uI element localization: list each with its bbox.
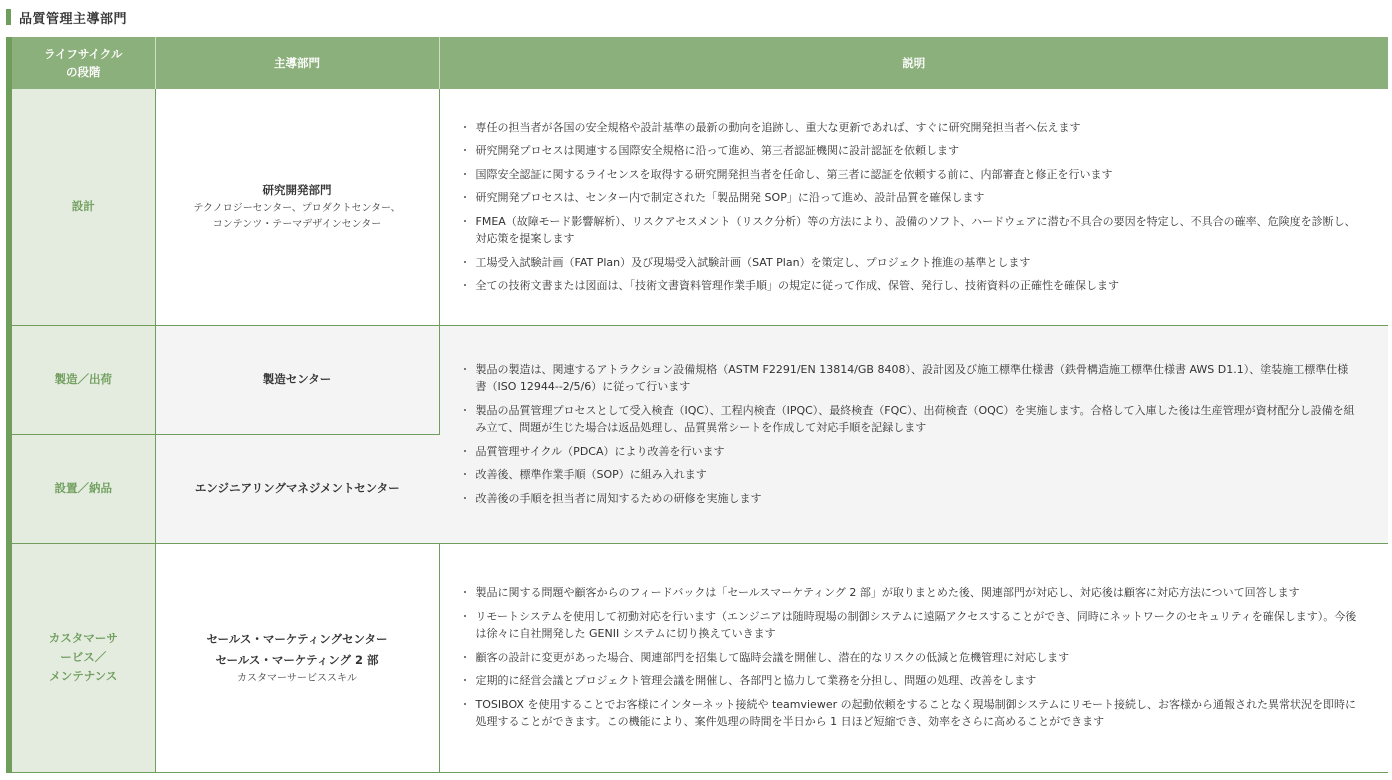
stage-line3: メンテナンス [49,669,118,683]
stage-cell-design: 設計 [9,89,155,325]
stage-line1: カスタマーサ [48,631,118,645]
list-item: ・ 研究開発プロセスは関連する国際安全規格に沿って進め、第三者認証機関に設計認証を依頼します [462,142,1359,160]
header-dept: 主導部門 [155,37,439,89]
bullet-list [462,584,1359,731]
dept-cell-manufacturing [155,325,439,434]
dept-name-line2: セールス・マーケティング 2 部 [215,652,379,667]
list-item: ・ 顧客の設計に変更があった場合、関連部門を招集して臨時会議を開催し、潜在的なリスクの低減と危機管理に対応します [462,649,1359,667]
list-item: ・ 専任の担当者が各国の安全規格や設計基準の最新の動向を追跡し、重大な更新であれば、すぐに研究開発担当者へ伝えます [462,119,1359,137]
list-item: ・ 製品の品質管理プロセスとして受入検査（IQC）、工程内検査（IPQC）、最終検査（FQC）、出荷検査（OQC）を実施します。合格して入庫した後は生産管理が資材配分し設備を組み立て、問題が生じた場合は返品処理し、品質異常シートを作成して対応手順を記録します [462,402,1359,437]
stage-cell-installation: 設置／納品 [9,434,155,543]
list-item: ・ リモートシステムを使用して初動対応を行います（エンジニアは随時現場の制御システムに遠隔アクセスすることができ、同時にネットワークのセキュリティを確保します）。今後は徐々に自社開発した GENII システムに切り換えていきます [462,608,1359,643]
list-item: ・ 製品に関する問題や顧客からのフィードバックは「セールスマーケティング 2 部」が取りまとめた後、関連部門が対応し、対応後は顧客に対応方法について回答します [462,584,1359,602]
header-stage-line1: ライフサイクル [44,47,123,61]
stage-cell-service [9,543,155,772]
list-item: ・ 改善後の手順を担当者に周知するための研修を実施します [462,490,1359,508]
desc-cell-design [439,89,1388,325]
dept-cell-service [155,543,439,772]
table-row-manufacturing [9,325,1388,434]
list-item: ・ 研究開発プロセスは、センター内で制定された「製品開発 SOP」に沿って進め、設計品質を確保します [462,189,1359,207]
list-item: ・ 改善後、標準作業手順（SOP）に組み入れます [462,466,1359,484]
dept-name: 研究開発部門 [262,183,332,198]
stage-line2: ービス／ [60,650,107,664]
title-accent-bar [6,9,11,25]
list-item: ・ 国際安全認証に関するライセンスを取得する研究開発担当者を任命し、第三者に認証を依頼する前に、内部審査と修正を行います [462,166,1359,184]
dept-name-line1: セールス・マーケティングセンター [206,631,388,646]
dept-cell-design [155,89,439,325]
bullet-list [462,361,1359,508]
table-row-design [9,89,1388,325]
dept-name: 製造センター [262,372,332,386]
table-row-service [9,543,1388,772]
list-item: ・ FMEA（故障モード影響解析）、リスクアセスメント（リスク分析）等の方法により、設備のソフト、ハードウェアに潜む不具合の要因を特定し、不具合の確率、危険度を診断し、対応策を提案します [462,213,1359,248]
dept-sub-line1: テクノロジーセンター、プロダクトセンター、 [193,203,401,215]
header-stage [9,37,155,89]
list-item: ・ 定期的に経営会議とプロジェクト管理会議を開催し、各部門と協力して業務を分担し、問題の処理、改善をします [462,672,1359,690]
dept-sub-line2: コンテンツ・テーマデザインセンター [212,219,382,231]
page-title: 品質管理主導部門 [19,11,128,27]
section-title [6,9,127,25]
bullet-list [462,119,1359,295]
header-stage-line2: の段階 [66,65,101,79]
list-item: ・ 全ての技術文書または図面は、「技術文書資料管理作業手順」の規定に従って作成、保管、発行し、技術資料の正確性を確保します [462,277,1359,295]
list-item: ・ 品質管理サイクル（PDCA）により改善を行います [462,443,1359,461]
stage-cell-manufacturing: 製造／出荷 [9,325,155,434]
list-item: ・ 製品の製造は、関連するアトラクション設備規格（ASTM F2291/EN 13814/GB 8408）、設計図及び施工標準仕様書（鉄骨構造施工標準仕様書 AWS D1.1）、塗装施工標準仕様書（ISO 12944--2/5/6）に従って行います [462,361,1359,396]
table-header-row [9,37,1388,89]
dept-cell-installation [155,434,439,543]
list-item: ・ 工場受入試験計画（FAT Plan）及び現場受入試験計画（SAT Plan）を策定し、プロジェクト推進の基準とします [462,254,1359,272]
dept-sub: カスタマーサービススキル [237,672,357,684]
header-desc: 説明 [439,37,1388,89]
desc-cell-service [439,543,1388,772]
list-item: ・ TOSIBOX を使用することでお客様にインターネット接続や teamviewer の起動依頼をすることなく現場制御システムにリモート接続し、お客様から通報された異常状況を即時に処理することができます。この機能により、案件処理の時間を半日から 1 日ほど短縮でき、効率をさらに高めることができます [462,696,1359,731]
desc-cell-manufacturing [439,325,1388,543]
dept-name: エンジニアリングマネジメントセンター [194,481,400,495]
quality-management-table [6,37,1388,773]
